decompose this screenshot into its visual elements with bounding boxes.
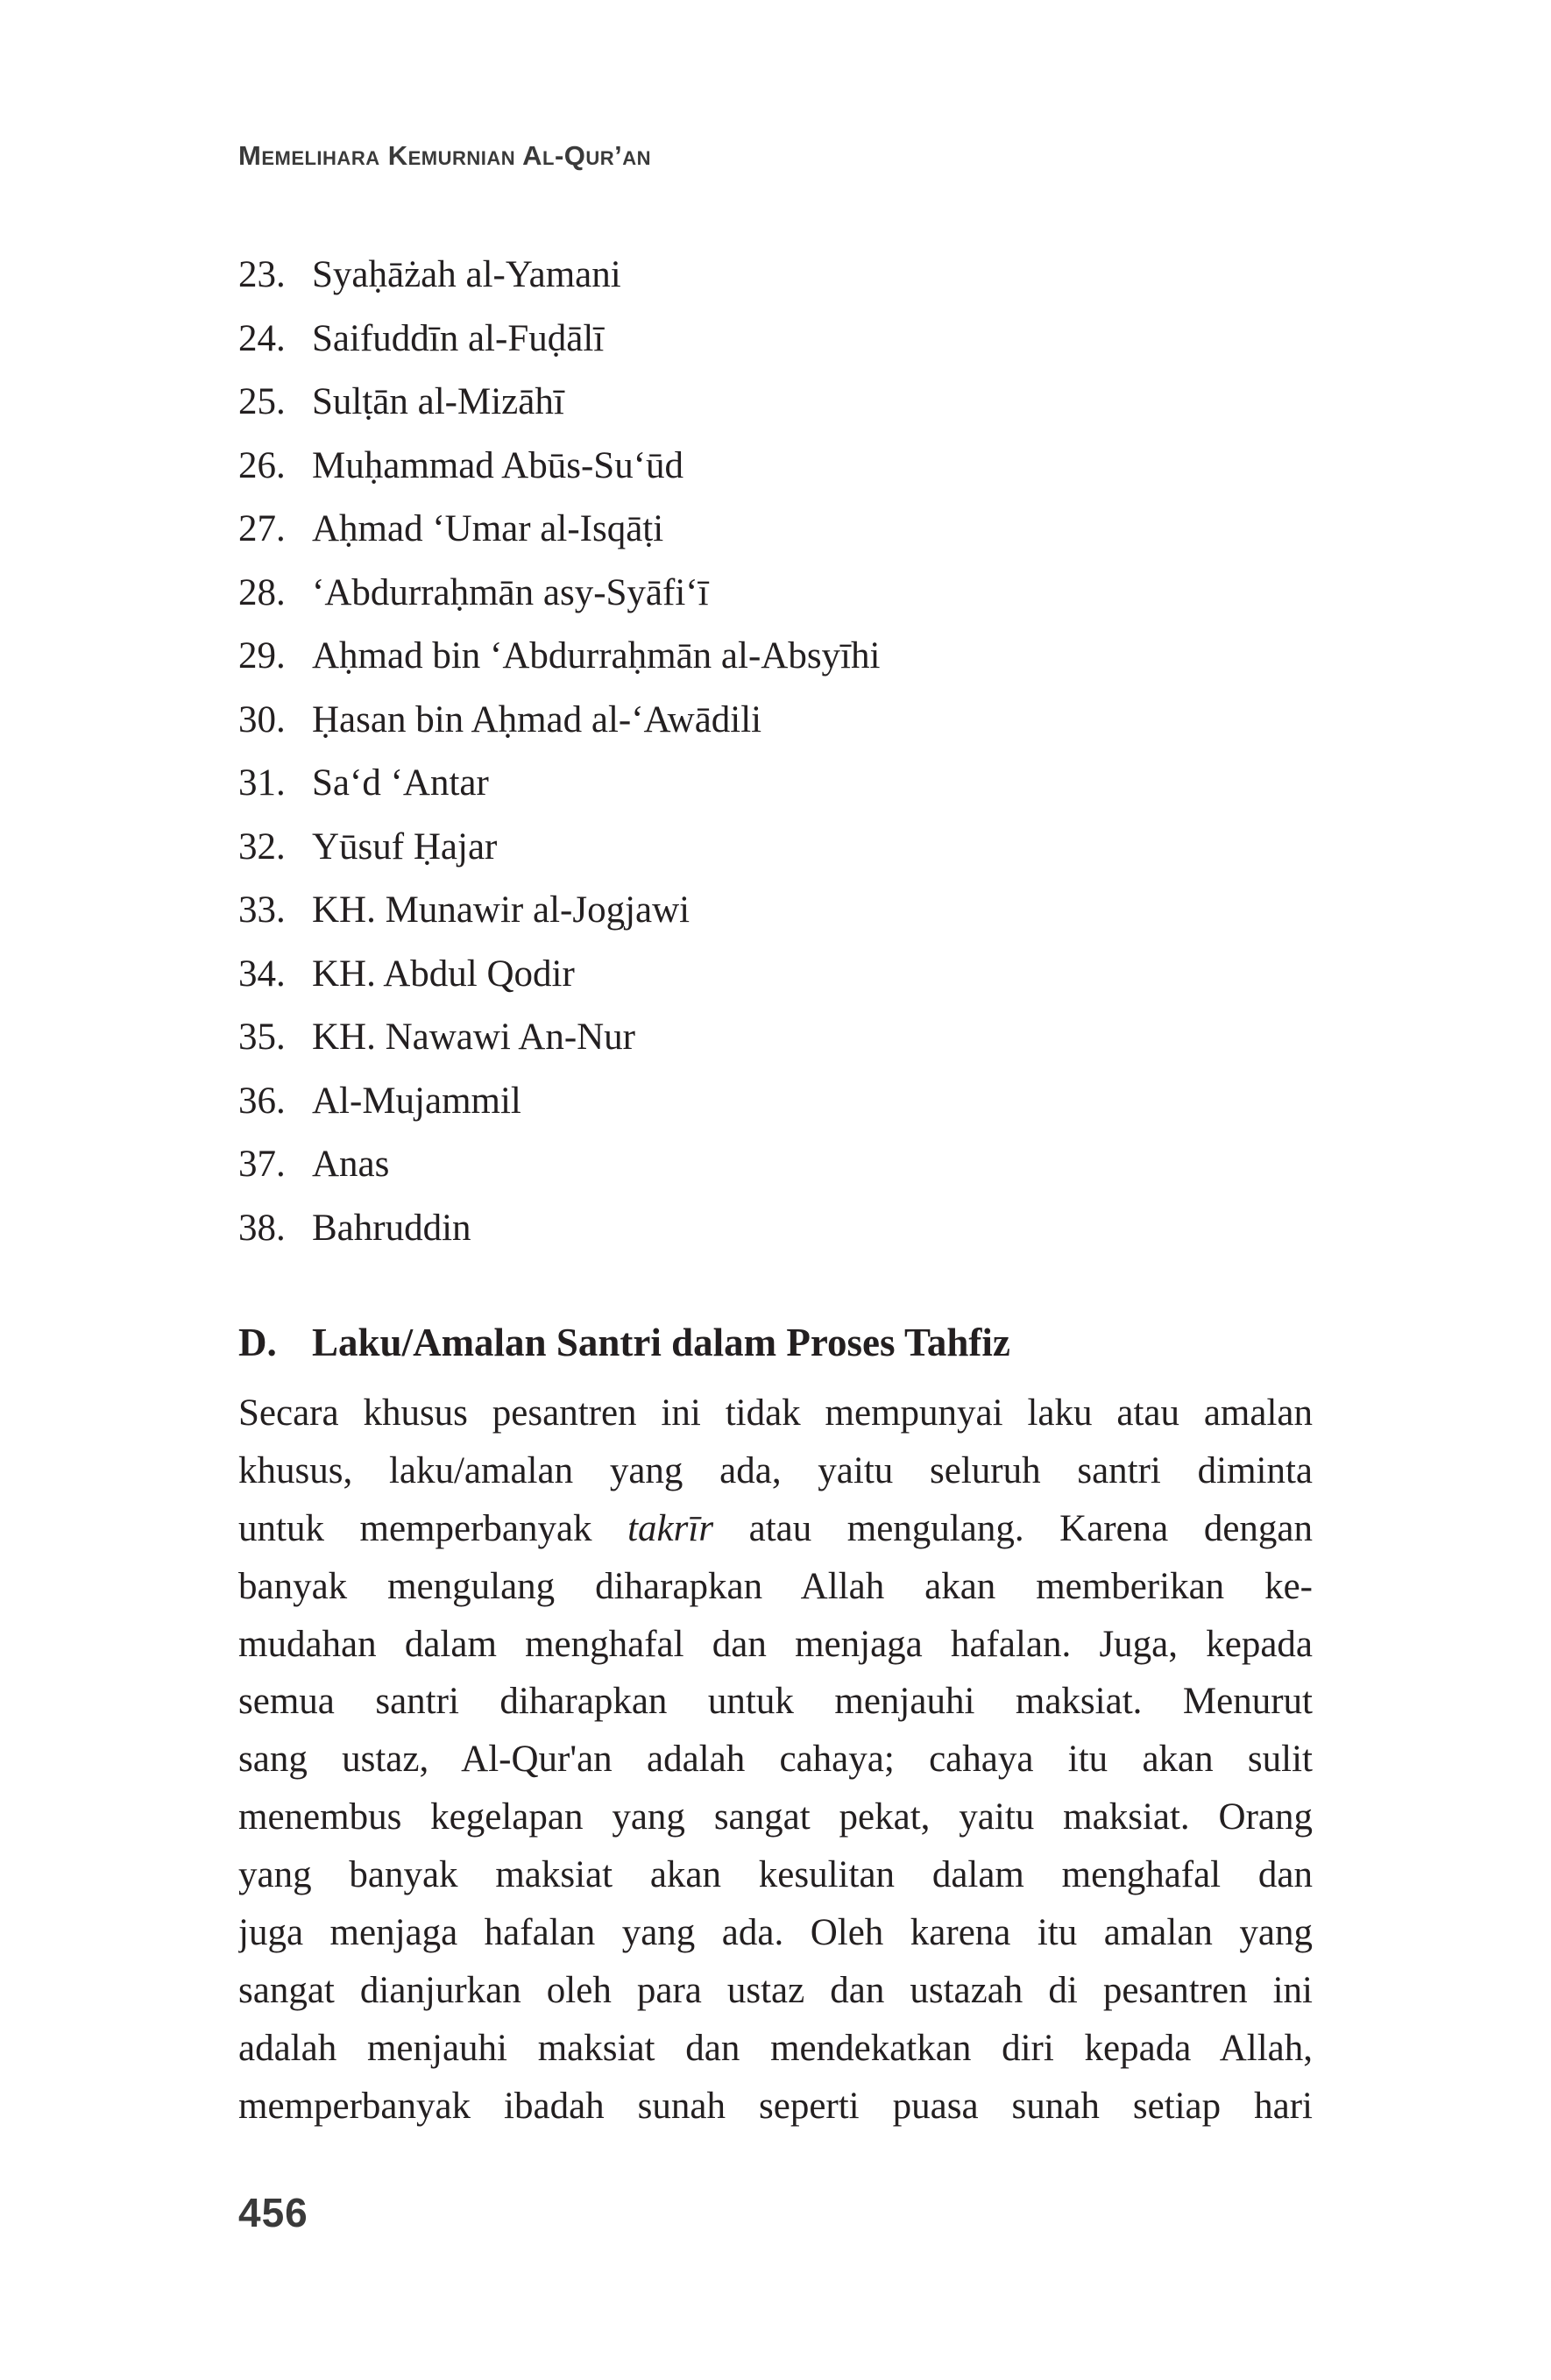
section-letter: D. <box>238 1321 277 1364</box>
list-item-number: 31. <box>238 762 286 804</box>
list-item-number: 34. <box>238 953 286 995</box>
paragraph-line <box>238 1906 1313 1964</box>
list-item <box>238 692 880 756</box>
running-header: Memelihara Kemurnian Al-Qur’an <box>238 140 652 171</box>
list-item-number: 24. <box>238 317 286 359</box>
list-item-name: Yūsuf Ḥajar <box>312 825 498 868</box>
paragraph-line-text: memperbanyak ibadah sunah seperti puasa sunah setiap hari <box>238 2085 1313 2127</box>
paragraph-line-text: atau mengulang. Karena dengan <box>713 1507 1313 1549</box>
list-item <box>238 565 880 629</box>
paragraph-line <box>238 1732 1313 1790</box>
list-item <box>238 1073 880 1137</box>
paragraph-line-text: khusus, laku/amalan yang ada, yaitu seluruh santri diminta <box>238 1449 1313 1491</box>
list-item-name: Aḥmad bin ‘Abdurraḥmān al-Absyīhi <box>312 635 881 676</box>
paragraph-line-text: semua santri diharapkan untuk menjauhi maksiat. Menurut <box>238 1681 1313 1723</box>
list-item-number: 35. <box>238 1016 286 1058</box>
list-item <box>238 628 880 692</box>
list-item-number: 37. <box>238 1144 286 1185</box>
list-item-name: Al-Mujammil <box>312 1080 521 1122</box>
list-item-number: 32. <box>238 825 286 868</box>
paragraph-line <box>238 1675 1313 1732</box>
list-item-number: 33. <box>238 889 286 931</box>
list-item-number: 23. <box>238 254 286 295</box>
list-item-number: 29. <box>238 635 286 676</box>
list-item-name: Ḥasan bin Aḥmad al-‘Awādili <box>312 698 762 740</box>
paragraph-line-text: mudahan dalam menghafal dan menjaga hafalan. Juga, kepada <box>238 1623 1313 1665</box>
list-item <box>238 501 880 565</box>
paragraph-line <box>238 1560 1313 1618</box>
list-item-number: 25. <box>238 381 286 422</box>
list-item <box>238 1137 880 1201</box>
paragraph-line <box>238 2022 1313 2079</box>
list-item <box>238 946 880 1010</box>
page-number: 456 <box>238 2190 308 2235</box>
paragraph-line <box>238 1444 1313 1502</box>
list-item-name: Syaḥāżah al-Yamani <box>312 254 621 295</box>
paragraph-line <box>238 1386 1313 1444</box>
section-heading <box>238 1314 1010 1371</box>
list-item-number: 38. <box>238 1207 286 1249</box>
list-item <box>238 819 880 883</box>
paragraph-line-text: Secara khusus pesantren ini tidak mempunyai laku atau amalan <box>238 1392 1313 1434</box>
list-item <box>238 882 880 946</box>
list-item-name: KH. Nawawi An-Nur <box>312 1016 636 1058</box>
list-item <box>238 374 880 438</box>
paragraph-line <box>238 1964 1313 2022</box>
paragraph-line <box>238 2079 1313 2137</box>
body-paragraph <box>238 1386 1313 2137</box>
paragraph-line-text: sang ustaz, Al-Qur'an adalah cahaya; cahaya itu akan sulit <box>238 1739 1313 1781</box>
paragraph-line-text: untuk memperbanyak <box>238 1507 628 1549</box>
paragraph-line <box>238 1848 1313 1906</box>
paragraph-line-text: menembus kegelapan yang sangat pekat, yaitu maksiat. Orang <box>238 1796 1313 1838</box>
section-title: Laku/Amalan Santri dalam Proses Tahfiz <box>312 1321 1010 1364</box>
list-item <box>238 1009 880 1073</box>
list-item-name: Bahruddin <box>312 1207 471 1249</box>
list-item <box>238 1201 880 1264</box>
list-item <box>238 438 880 502</box>
list-item-number: 27. <box>238 508 286 549</box>
paragraph-line-text: adalah menjauhi maksiat dan mendekatkan diri kepada Allah, <box>238 2027 1313 2069</box>
paragraph-line <box>238 1790 1313 1848</box>
list-item <box>238 247 880 311</box>
paragraph-line-text: yang banyak maksiat akan kesulitan dalam menghafal dan <box>238 1854 1313 1896</box>
italic-term: takrīr <box>627 1507 714 1549</box>
list-item-name: KH. Munawir al-Jogjawi <box>312 889 691 931</box>
paragraph-line <box>238 1618 1313 1675</box>
list-item-number: 36. <box>238 1080 286 1122</box>
paragraph-line-text: juga menjaga hafalan yang ada. Oleh karena itu amalan yang <box>238 1912 1313 1954</box>
list-item-name: Sulṭān al-Mizāhī <box>312 381 564 422</box>
list-item-name: ‘Abdurraḥmān asy-Syāfi‘ī <box>312 571 709 613</box>
list-item-name: Sa‘d ‘Antar <box>312 762 489 804</box>
list-item-name: Anas <box>312 1144 390 1185</box>
list-item-number: 28. <box>238 571 286 613</box>
list-item-name: Aḥmad ‘Umar al-Isqāṭi <box>312 508 664 549</box>
paragraph-line-text: banyak mengulang diharapkan Allah akan memberikan ke- <box>238 1565 1313 1607</box>
list-item-name: Saifuddīn al-Fuḍālī <box>312 317 605 359</box>
list-item-name: KH. Abdul Qodir <box>312 953 575 995</box>
list-item-name: Muḥammad Abūs-Su‘ūd <box>312 444 684 486</box>
list-item-number: 30. <box>238 698 286 740</box>
list-item <box>238 755 880 819</box>
list-item <box>238 311 880 375</box>
name-list <box>238 247 880 1264</box>
paragraph-line-text: sangat dianjurkan oleh para ustaz dan ustazah di pesantren ini <box>238 1969 1313 2011</box>
list-item-number: 26. <box>238 444 286 486</box>
paragraph-line <box>238 1502 1313 1560</box>
